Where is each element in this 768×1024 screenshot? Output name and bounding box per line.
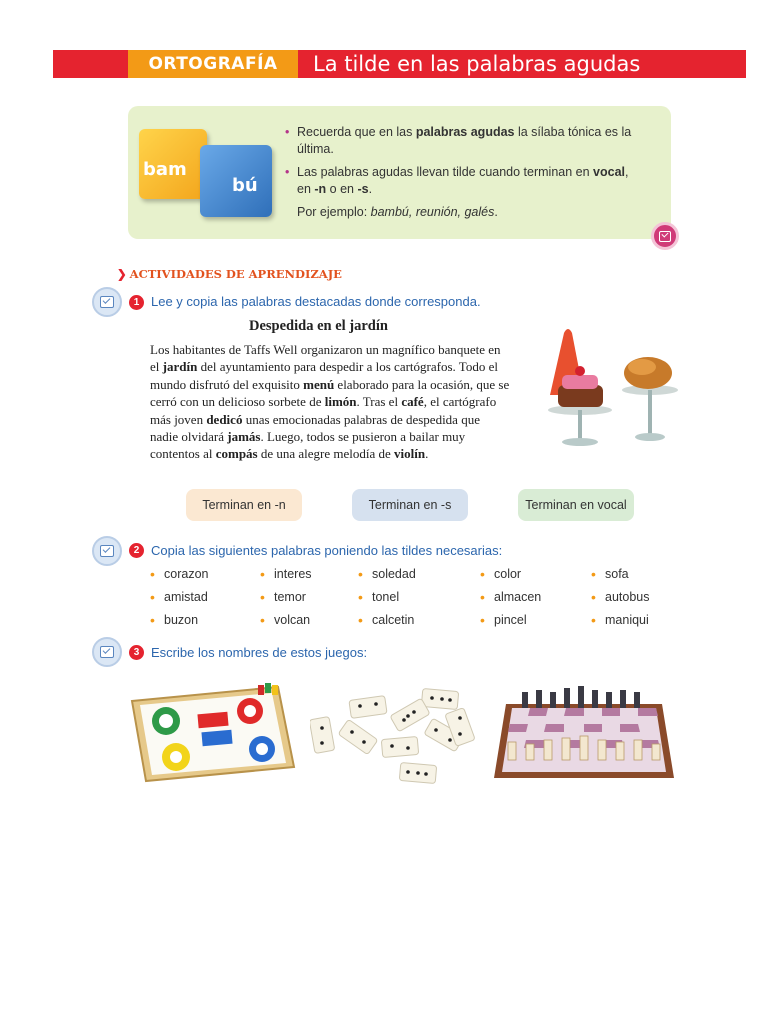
word-item: • sofa <box>591 566 681 582</box>
word-item: • temor <box>260 589 358 605</box>
story-segment: de una alegre melodía de <box>257 446 395 462</box>
highlighted-word: limón <box>324 394 357 410</box>
rule-highlight: palabras agudas <box>415 125 515 139</box>
rule-text: o en <box>326 182 358 196</box>
activity-number: 3 <box>129 645 144 660</box>
story-segment: del ayuntamiento para despedir a los cartógrafos. Todo el mundo disfrutó del exquisito <box>150 359 498 392</box>
word-item: • soledad <box>358 566 480 582</box>
rule-example <box>285 204 645 221</box>
activity-title: Lee y copia las palabras destacadas donde corresponda. <box>151 294 481 309</box>
section-tag: ORTOGRAFÍA <box>128 50 298 78</box>
word-item: • tonel <box>358 589 480 605</box>
activity-title: Escribe los nombres de estos juegos: <box>151 645 368 660</box>
dominoes-image <box>310 688 485 788</box>
story-segment: . Tras el <box>356 394 402 410</box>
word-item: • color <box>480 566 591 582</box>
word-item: • volcan <box>260 612 358 628</box>
rule-highlight: -s <box>357 182 369 196</box>
word-item: • amistad <box>150 589 260 605</box>
rule-list <box>285 124 645 221</box>
rule-item <box>285 164 645 198</box>
cake-illustration <box>532 325 682 450</box>
rule-item <box>285 124 645 158</box>
word-item: • maniqui <box>591 612 681 628</box>
highlighted-word: menú <box>303 376 335 392</box>
story-segment: . <box>425 446 429 462</box>
story-segment: . Luego, todos se pusieron a bailar muy contentos al <box>150 429 466 462</box>
word-item: • autobus <box>591 589 681 605</box>
rule-highlight: -n <box>314 182 327 196</box>
cube-label: bam <box>143 159 187 180</box>
highlighted-word: jardín <box>162 359 198 375</box>
activity-number: 2 <box>129 543 144 558</box>
rule-text: la sílaba tónica es la última. <box>297 125 632 156</box>
activity-checklist-icon[interactable] <box>92 637 122 667</box>
highlighted-word: café <box>401 394 424 410</box>
chevron-right-icon: ❯ <box>117 267 127 281</box>
parchis-board-image <box>128 683 296 783</box>
bullet-icon: • <box>285 165 290 179</box>
word-item: • pincel <box>480 612 591 628</box>
highlighted-word: dedicó <box>206 411 243 427</box>
word-item: • interes <box>260 566 358 582</box>
story-text <box>150 341 510 463</box>
story-segment: unas emocionadas palabras de despedida que nadie olvidará <box>150 411 480 445</box>
example-label: Por ejemplo: <box>297 205 371 219</box>
word-item: • buzon <box>150 612 260 628</box>
highlighted-word: jamás <box>227 429 261 445</box>
rule-highlight: vocal <box>593 165 626 179</box>
example-words: bambú, reunión, galés <box>370 205 495 219</box>
rule-text: Recuerda que en las <box>297 125 416 139</box>
activity-number: 1 <box>129 295 144 310</box>
section-heading <box>117 267 342 281</box>
story-segment: elaborado para la ocasión, que se cerró con un delicioso sorbete de <box>150 376 510 410</box>
category-box-n[interactable]: Terminan en -n <box>186 489 302 521</box>
section-heading-text: ACTIVIDADES DE APRENDIZAJE <box>129 267 342 281</box>
syllable-cube-bam <box>139 129 207 199</box>
page-title: La tilde en las palabras agudas <box>313 52 641 76</box>
chess-board-image <box>492 684 676 784</box>
word-item: • corazon <box>150 566 260 582</box>
activity-checklist-icon[interactable] <box>92 287 122 317</box>
bullet-icon: • <box>285 125 290 139</box>
highlighted-word: violín <box>394 446 426 462</box>
rule-text: Las palabras agudas llevan tilde cuando terminan en <box>297 165 594 179</box>
activity-checklist-icon[interactable] <box>92 536 122 566</box>
word-grid <box>150 566 670 628</box>
rule-text: , en <box>297 165 629 196</box>
syllable-cube-bu <box>200 145 272 217</box>
checklist-icon[interactable] <box>651 222 679 250</box>
word-item: • almacen <box>480 589 591 605</box>
story-title: Despedida en el jardín <box>249 318 388 334</box>
activity-title: Copia las siguientes palabras poniendo las tildes necesarias: <box>151 543 503 558</box>
story-segment: Los habitantes de Taffs Well organizaron un magnífico banquete en el <box>150 342 501 375</box>
word-item: • calcetin <box>358 612 480 628</box>
highlighted-word: compás <box>215 446 258 462</box>
cube-label: bú <box>232 175 258 196</box>
rule-text: . <box>368 182 373 196</box>
category-box-vocal[interactable]: Terminan en vocal <box>518 489 634 521</box>
story-segment: , el cartógrafo más joven <box>150 394 497 427</box>
category-box-s[interactable]: Terminan en -s <box>352 489 468 521</box>
example-end: . <box>494 205 498 219</box>
